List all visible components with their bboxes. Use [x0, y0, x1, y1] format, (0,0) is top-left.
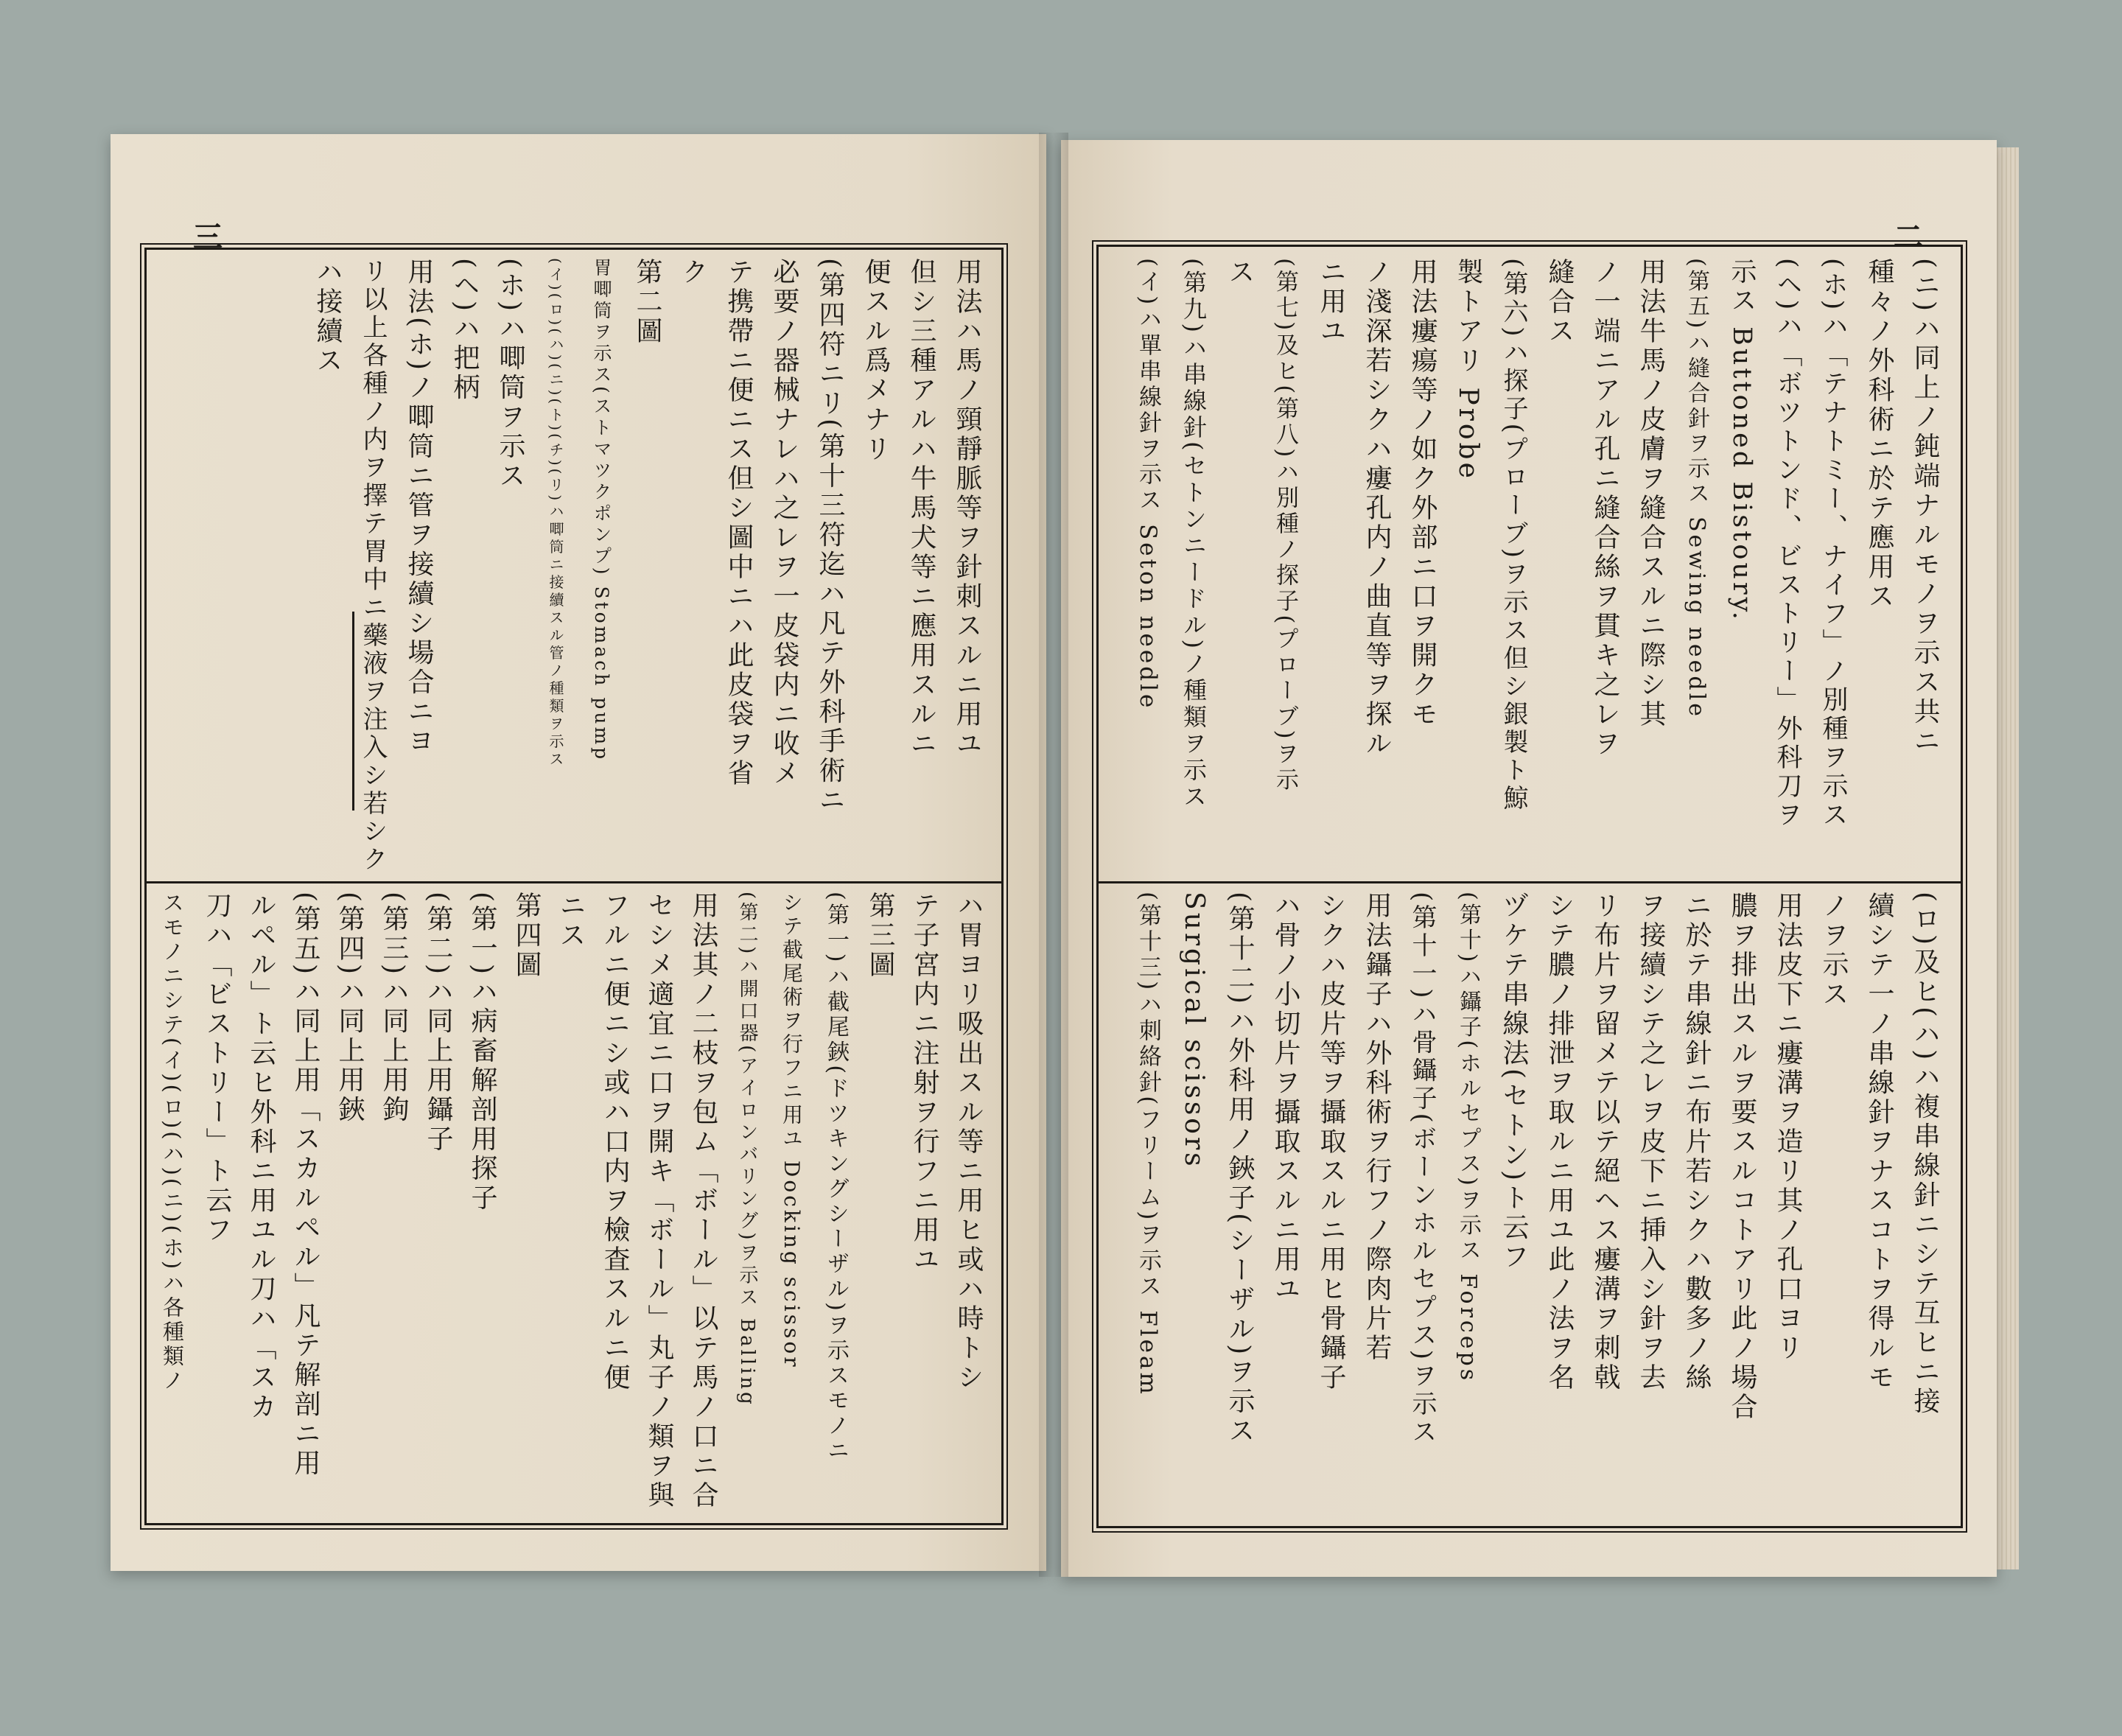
- text-column: (第十三)ハ刺絡針(フリーム)ヲ示ス Fleam: [1135, 892, 1161, 1397]
- right-page-number: 二: [1894, 220, 1923, 254]
- text-column: (第三)ハ同上用鉤: [379, 892, 409, 1125]
- text-column: 用法瘻瘍等ノ如ク外部ニ口ヲ開クモ: [1407, 258, 1438, 729]
- text-column: 但シ三種アルハ牛馬犬等ニ應用スルニ: [906, 258, 936, 759]
- text-column: 製トアリ Probe: [1453, 258, 1483, 481]
- text-column: (イ)(ロ)(ハ)(ニ)(ト)(チ)(リ)ハ唧筒ニ接續スル管ノ種類ヲ示ス: [547, 258, 564, 769]
- text-column: 用法ハ馬ノ頸靜脈等ヲ針刺スルニ用ユ: [952, 258, 982, 759]
- text-column: ク: [678, 258, 708, 287]
- text-column: ス: [1225, 258, 1255, 287]
- text-column: 種々ノ外科術ニ於テ應用ス: [1864, 258, 1894, 612]
- text-column: (第四)ハ同上用鋏: [335, 892, 365, 1125]
- text-column: 第三圖: [865, 892, 895, 980]
- text-column: (第十)ハ鑷子(ホルセプス)ヲ示ス Forceps: [1455, 892, 1481, 1384]
- text-column: (ヘ)ハ把柄: [449, 258, 480, 403]
- text-column: セシメ適宜ニ口ヲ開キ「ボール」丸子ノ類ヲ與: [644, 892, 674, 1511]
- text-column: リ布片ヲ留メテ以テ絕ヘス瘻溝ヲ刺戟: [1590, 892, 1620, 1393]
- text-column: シテ膿ノ排泄ヲ取ルニ用ユ此ノ法ヲ名: [1544, 892, 1575, 1393]
- text-column: シテ截尾術ヲ行フニ用ユ Docking scissor: [780, 892, 804, 1370]
- text-column: (第二)ハ開口器(アイロンバリング)ヲ示ス Balling: [736, 892, 758, 1407]
- text-column: ノヲ示ス: [1818, 892, 1849, 1009]
- text-column: (第七)及ヒ(第八)ハ別種ノ探子(プローブ)ヲ示: [1272, 258, 1298, 794]
- text-column: (第四符ニリ(第十三符迄ハ凡テ外科手術ニ: [815, 258, 845, 816]
- text-column: 用法其ノ二枝ヲ包ム「ボール」以テ馬ノ口ニ合: [688, 892, 718, 1511]
- right-page-divider: [1096, 881, 1963, 883]
- text-column: (第五)ハ縫合針ヲ示ス Sewing needle: [1684, 258, 1709, 719]
- text-column: 用法鑷子ハ外科術ヲ行フノ際肉片若: [1362, 892, 1392, 1363]
- text-column: (第九)ハ串線針(セトンニードル)ノ種類ヲ示ス: [1180, 258, 1208, 811]
- text-column: ハ胃ヨリ吸出スル等ニ用ヒ或ハ時トシ: [953, 892, 984, 1393]
- text-column: ハ骨ノ小切片ヲ攝取スルニ用ユ: [1270, 892, 1300, 1304]
- text-column: 膿ヲ排出スルヲ要スルコトアリ此ノ場合: [1727, 892, 1757, 1422]
- text-column: 用法(ホ)ノ唧筒ニ管ヲ接續シ場合ニヨ: [404, 258, 434, 757]
- left-page-number: 三: [193, 220, 223, 254]
- text-column: ノ淺深若シクハ瘻孔内ノ曲直等ヲ探ル: [1362, 258, 1392, 759]
- text-column: 示ス Buttoned Bistoury.: [1727, 258, 1757, 623]
- text-column: 便スル爲メナリ: [861, 258, 891, 464]
- text-column: リ以上各種ノ内ヲ擇テ胃中ニ藥液ヲ注入シ若シク: [358, 258, 388, 874]
- text-column: テ子宮内ニ注射ヲ行フニ用ユ: [909, 892, 939, 1275]
- text-column: (第一)ハ截尾鋏(ドツキングシーザル)ヲ示スモノニ: [823, 892, 849, 1464]
- text-column: ハ接續ス: [312, 258, 343, 376]
- text-column: ヅケテ串線法(セトン)ト云フ: [1499, 892, 1529, 1273]
- text-column: 第二圖: [632, 258, 662, 346]
- text-column: (第一)ハ病畜解剖用探子: [467, 892, 497, 1214]
- text-column: 續シテ一ノ串線針ヲナスコトヲ得ルモ: [1864, 892, 1894, 1393]
- text-column: ルペル」ト云ヒ外科ニ用ユル刀ハ「スカ: [246, 892, 276, 1422]
- text-column: (第十一)ハ骨鑷子(ボーンホルセプス)ヲ示ス: [1407, 892, 1437, 1447]
- text-column: (第十二)ハ外科用ノ鋏子(シーザル)ヲ示ス: [1225, 892, 1255, 1446]
- tube-bracket: [352, 612, 369, 811]
- text-column: (第六)ハ探子(プローブ)ヲ示ス但シ銀製ト鯨: [1499, 258, 1528, 813]
- text-column: ニス: [556, 892, 586, 951]
- text-column: テ携帶ニ便ニス但シ圖中ニハ此皮袋ヲ省: [724, 258, 754, 788]
- text-column: ニ於テ串線針ニ布片若シクハ數多ノ絲: [1681, 892, 1712, 1393]
- text-column: シクハ皮片等ヲ攝取スルニ用ヒ骨鑷子: [1316, 892, 1346, 1393]
- text-column: フルニ便ニシ或ハ口内ヲ檢査スルニ便: [600, 892, 630, 1393]
- text-column: 用法牛馬ノ皮膚ヲ縫合スルニ際シ其: [1636, 258, 1666, 729]
- text-column: 用法皮下ニ瘻溝ヲ造リ其ノ孔口ヨリ: [1773, 892, 1803, 1363]
- text-column: Surgical scissors: [1179, 892, 1209, 1169]
- text-column: (ニ)ハ同上ノ鈍端ナルモノヲ示ス共ニ: [1910, 258, 1940, 757]
- text-column: 必要ノ器械ナレハ之レヲ一皮袋内ニ收メ: [769, 258, 799, 788]
- book-gutter: [1039, 133, 1068, 1577]
- text-column: (第五)ハ同上用「スカルペル」凡テ解剖ニ用: [290, 892, 321, 1479]
- text-column: (ロ)及ヒ(ハ)ハ複串線針ニシテ互ヒニ接: [1910, 892, 1940, 1417]
- text-column: ニ用ユ: [1316, 258, 1346, 346]
- text-column: (ホ)ハ「テナトミー、ナイフ」ノ別種ヲ示ス: [1818, 258, 1848, 830]
- text-column: ヲ接續シテ之レヲ皮下ニ挿入シ針ヲ去: [1636, 892, 1666, 1393]
- text-column: (イ)ハ單串線針ヲ示ス Seton needle: [1135, 258, 1161, 711]
- text-column: 縫合ス: [1544, 258, 1575, 346]
- text-column: (第二)ハ同上用鑷子: [423, 892, 453, 1155]
- text-column: 刀ハ「ビストリー」ト云フ: [202, 892, 232, 1245]
- text-column: 第四圖: [511, 892, 542, 980]
- text-column: (ヘ)ハ「ボツトンド、ビストリー」外科刀ヲ: [1773, 258, 1802, 830]
- text-column: スモノニシテ(イ)(ロ)(ハ)(ニ)(ホ)ハ各種類ノ: [160, 892, 185, 1394]
- text-column: 胃唧筒ヲ示ス(ストマツクポンプ) Stomach pump: [591, 258, 612, 763]
- left-page-divider: [144, 881, 1004, 883]
- text-column: ノ一端ニアル孔ニ縫合絲ヲ貫キ之レヲ: [1590, 258, 1620, 759]
- text-column: (ホ)ハ唧筒ヲ示ス: [495, 258, 525, 491]
